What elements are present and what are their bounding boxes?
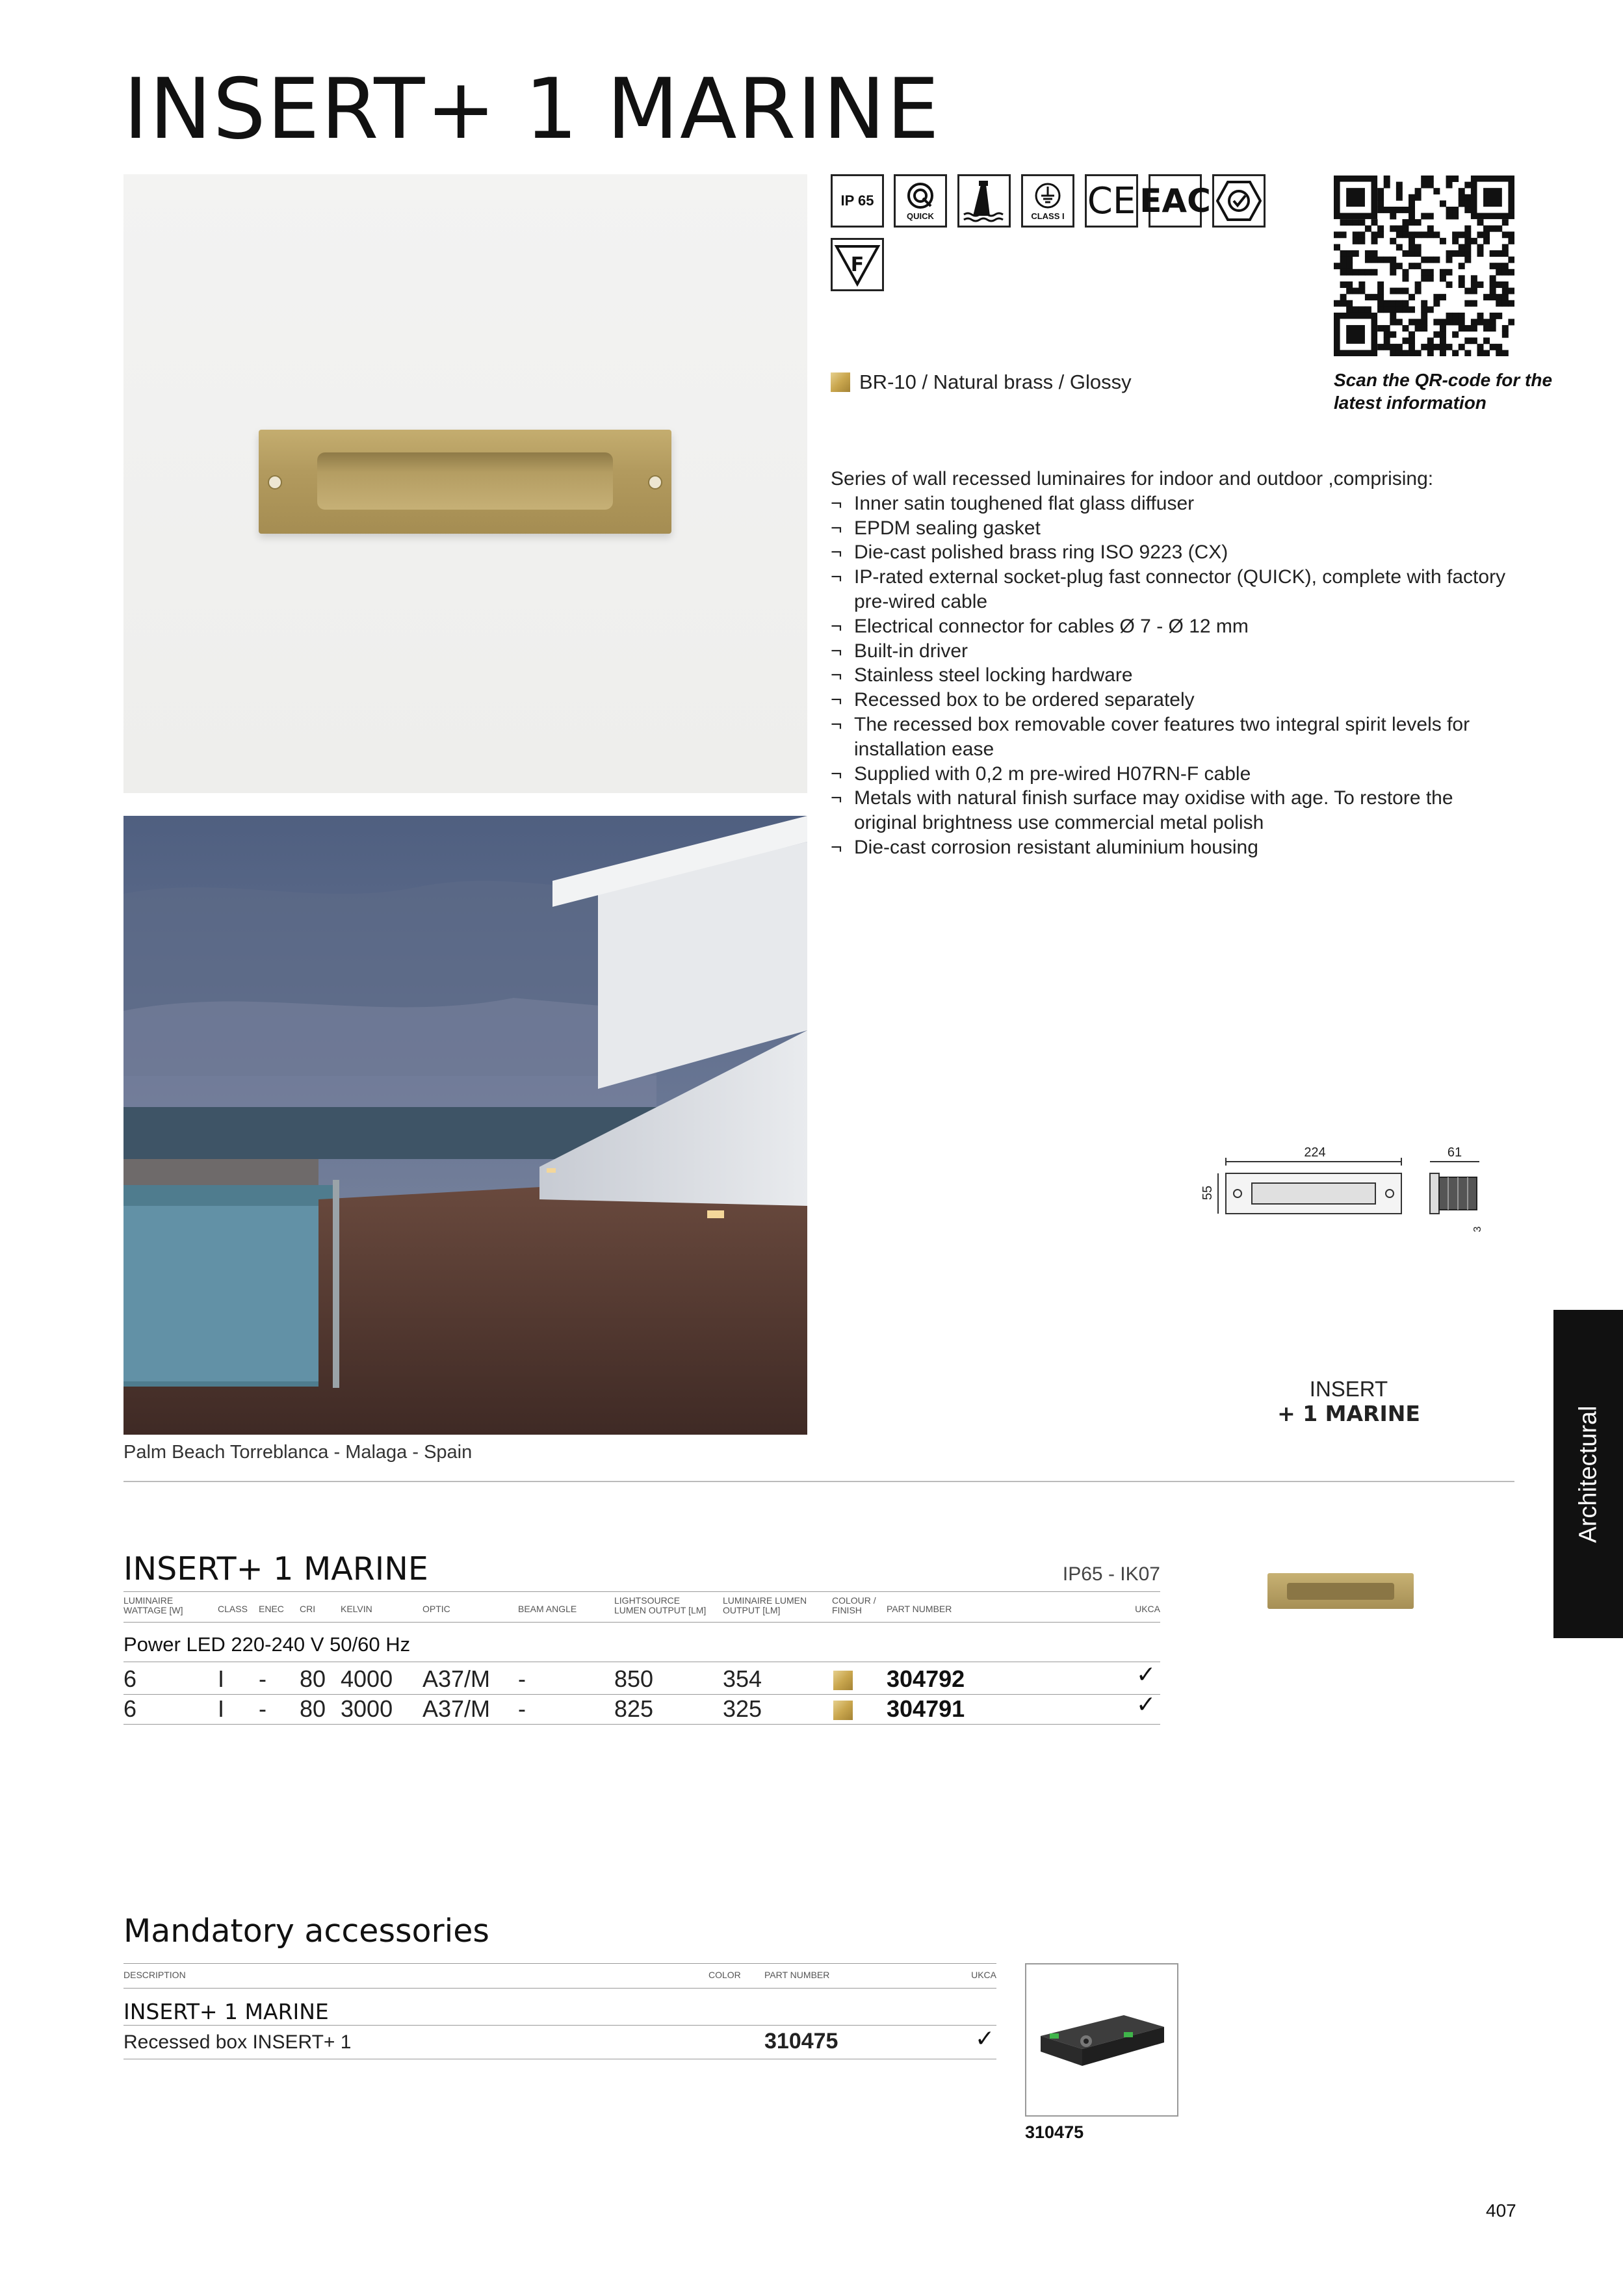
eac-mark-icon: EAC — [1149, 174, 1202, 228]
ukca-check-icon: ✓ — [975, 2025, 995, 2052]
ukca-check-icon: ✓ — [1136, 1661, 1156, 1688]
finish-swatch — [833, 1671, 853, 1690]
col-header-beam: BEAM ANGLE — [518, 1604, 577, 1614]
table-title: INSERT+ 1 MARINE — [123, 1550, 428, 1587]
cell-part-number[interactable]: 304792 — [887, 1665, 965, 1692]
feature-item: ¬ Die-cast polished brass ring ISO 9223 (CX) — [831, 540, 1520, 565]
dimension-small: 3 — [1472, 1226, 1483, 1233]
cell-lightsource-lumen: 825 — [614, 1695, 654, 1722]
feature-item: ¬ Built-in driver — [831, 639, 1520, 664]
f-mark-icon — [831, 238, 884, 291]
feature-list — [831, 491, 1520, 860]
technical-drawing — [1195, 1141, 1494, 1245]
col-header-part: PART NUMBER — [887, 1604, 952, 1614]
ce-mark-icon: CE — [1085, 174, 1138, 228]
qr-code[interactable] — [1334, 176, 1514, 356]
cell-luminaire-lumen: 354 — [723, 1665, 762, 1692]
col-header-cri: CRI — [300, 1604, 316, 1614]
cell-enec: - — [259, 1695, 266, 1722]
col-header-lightsource-lumen: LIGHTSOURCE LUMEN OUTPUT [LM] — [614, 1595, 707, 1615]
acc-top-rule — [123, 1963, 996, 1964]
svg-text:F: F — [850, 254, 864, 276]
cell-beam: - — [518, 1695, 526, 1722]
fixture-thumbnail — [1267, 1573, 1414, 1609]
qr-code-icon — [1334, 176, 1514, 356]
qr-caption: Scan the QR-code for the latest information — [1334, 370, 1553, 413]
product-description — [831, 467, 1520, 860]
col-header-enec: ENEC — [259, 1604, 284, 1614]
feature-item: ¬ Stainless steel locking hardware — [831, 663, 1520, 688]
accessory-caption: 310475 — [1025, 2122, 1084, 2142]
finish-info — [831, 371, 1132, 394]
section-tab[interactable] — [1553, 1310, 1623, 1638]
acc-group-label: INSERT+ 1 MARINE — [123, 1999, 329, 2024]
feature-item: ¬ IP-rated external socket-plug fast connector (QUICK), complete with factory pre-wired cable — [831, 565, 1520, 614]
col-header-kelvin: KELVIN — [341, 1604, 372, 1614]
marine-lighthouse-icon — [957, 174, 1011, 228]
table-header-rule — [123, 1622, 1160, 1623]
acc-description: Recessed box INSERT+ 1 — [123, 2031, 352, 2053]
cell-enec: - — [259, 1665, 266, 1692]
cell-wattage: 6 — [123, 1695, 137, 1722]
page-title: INSERT+ 1 MARINE — [123, 61, 941, 158]
rcm-mark-icon — [1212, 174, 1266, 228]
recessed-box-image — [1026, 1964, 1177, 2115]
row-rule — [123, 1694, 1160, 1695]
feature-item: ¬ The recessed box removable cover features two integral spirit levels for installation ease — [831, 712, 1520, 762]
cell-wattage: 6 — [123, 1665, 137, 1692]
fixture-plate — [259, 430, 671, 534]
feature-item: ¬ Metals with natural finish surface may oxidise with age. To restore the original brightness use commercial metal polish — [831, 786, 1520, 835]
table-rating: IP65 - IK07 — [1062, 1563, 1160, 1585]
class-i-icon: CLASS I — [1021, 174, 1074, 228]
finish-swatch — [833, 1701, 853, 1720]
cell-kelvin: 3000 — [341, 1695, 393, 1722]
feature-item: ¬ EPDM sealing gasket — [831, 516, 1520, 541]
table-group-label: Power LED 220-240 V 50/60 Hz — [123, 1633, 411, 1656]
screw-icon — [268, 475, 282, 489]
acc-header-rule — [123, 1988, 996, 1989]
cell-luminaire-lumen: 325 — [723, 1695, 762, 1722]
finish-swatch — [831, 372, 850, 392]
col-header-ukca: UKCA — [1135, 1604, 1160, 1614]
cell-lightsource-lumen: 850 — [614, 1665, 654, 1692]
scene-photo — [123, 816, 807, 1435]
col-header-colour: COLOUR / FINISH — [832, 1595, 876, 1615]
section-tab-label: Architectural — [1574, 1405, 1602, 1543]
section-divider — [123, 1481, 1514, 1482]
feature-item: ¬ Electrical connector for cables Ø 7 - Ø 12 mm — [831, 614, 1520, 639]
feature-item: ¬ Die-cast corrosion resistant aluminium housing — [831, 835, 1520, 860]
ukca-check-icon: ✓ — [1136, 1691, 1156, 1717]
scene-caption: Palm Beach Torreblanca - Malaga - Spain — [123, 1442, 473, 1463]
acc-header-description: DESCRIPTION — [123, 1970, 186, 1980]
cell-part-number[interactable]: 304791 — [887, 1695, 965, 1722]
cell-cri: 80 — [300, 1665, 326, 1692]
feature-item: ¬ Inner satin toughened flat glass diffuser — [831, 491, 1520, 516]
terrace-scene-image — [123, 816, 807, 1435]
accessories-title: Mandatory accessories — [123, 1912, 489, 1950]
cell-kelvin: 4000 — [341, 1665, 393, 1692]
finish-code: BR-10 — [859, 371, 916, 393]
row-rule — [123, 1724, 1160, 1725]
col-header-class: CLASS — [218, 1604, 248, 1614]
col-header-wattage: LUMINAIRE WATTAGE [W] — [123, 1595, 183, 1615]
acc-header-part: PART NUMBER — [764, 1970, 830, 1980]
dimension-depth: 61 — [1447, 1145, 1462, 1160]
acc-header-color: COLOR — [708, 1970, 741, 1980]
page-number: 407 — [1486, 2200, 1516, 2221]
cell-class: I — [218, 1695, 225, 1722]
cell-optic: A37/M — [422, 1695, 491, 1722]
insert-label: INSERT + 1 MARINE — [1277, 1377, 1420, 1426]
quick-connector-icon: QUICK — [894, 174, 947, 228]
finish-description: / Natural brass / Glossy — [916, 371, 1132, 393]
table-top-rule — [123, 1591, 1160, 1592]
ip-rating-icon: IP 65 — [831, 174, 884, 228]
cell-beam: - — [518, 1665, 526, 1692]
dimension-height: 55 — [1201, 1185, 1215, 1201]
acc-header-ukca: UKCA — [971, 1970, 996, 1980]
acc-part-number[interactable]: 310475 — [764, 2029, 838, 2054]
fixture-slot — [317, 452, 613, 510]
dimension-width: 224 — [1304, 1145, 1326, 1160]
col-header-optic: OPTIC — [422, 1604, 450, 1614]
product-photo — [123, 174, 807, 793]
cell-optic: A37/M — [422, 1665, 491, 1692]
cell-cri: 80 — [300, 1695, 326, 1722]
feature-item: ¬ Recessed box to be ordered separately — [831, 688, 1520, 712]
screw-icon — [648, 475, 662, 489]
acc-group-rule — [123, 2025, 996, 2026]
accessory-image — [1025, 1963, 1178, 2117]
feature-item: ¬ Supplied with 0,2 m pre-wired H07RN-F cable — [831, 762, 1520, 787]
cell-class: I — [218, 1665, 225, 1692]
col-header-luminaire-lumen: LUMINAIRE LUMEN OUTPUT [LM] — [723, 1595, 807, 1615]
description-intro: Series of wall recessed luminaires for indoor and outdoor ,comprising: — [831, 468, 1434, 489]
